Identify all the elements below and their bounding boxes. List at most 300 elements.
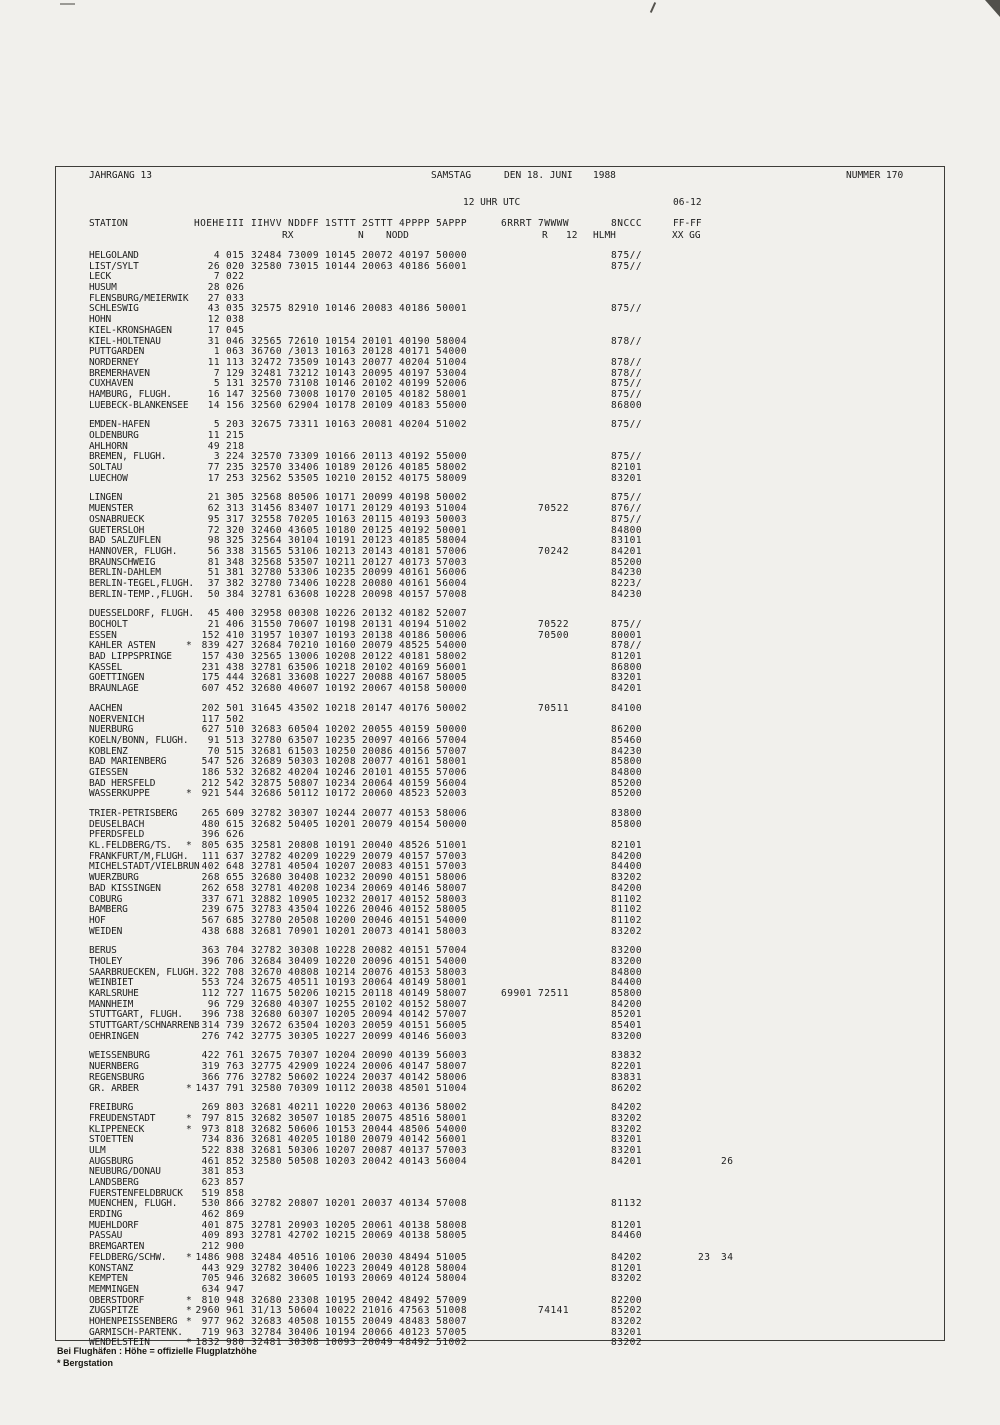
cell-iihvv: 32580 [251, 260, 283, 272]
cell-r6 [501, 536, 538, 547]
cell-w7 [538, 1199, 575, 1210]
cell-name: CUXHAVEN [89, 378, 134, 390]
cell-star [186, 315, 194, 326]
cell-gg [721, 390, 943, 401]
cell-hoehe: 202 [201, 702, 220, 714]
cell-n8: 84400 [611, 977, 643, 989]
cell-a5: 50006 [436, 629, 468, 641]
cell-gg [721, 736, 943, 747]
cell-xx [698, 369, 721, 380]
cell-r6 [501, 652, 538, 663]
cell-n8: 81201 [611, 651, 643, 663]
cell-nddff: 50405 [288, 818, 320, 830]
cell-w7 [538, 1253, 575, 1264]
cell-n8 [611, 1167, 648, 1178]
cell-a5: 58004 [436, 1262, 468, 1274]
cell-nddff: 30104 [288, 535, 320, 547]
cell-w7 [538, 1146, 575, 1157]
cell-nddff: 40516 [288, 1251, 320, 1263]
cell-iihvv: 32781 [251, 861, 283, 873]
cell-p4: 40151 [399, 914, 431, 926]
cell-name: HOHENPEISSENBERG [89, 1315, 178, 1327]
cell-r6 [501, 1032, 538, 1043]
cell-hoehe: 462 [201, 1209, 220, 1221]
cell-name: KOBLENZ [89, 745, 128, 757]
cell-name: LUEBECK-BLANKENSEE [89, 399, 189, 411]
year-label: 1988 [593, 170, 616, 181]
cell-p4: 40176 [399, 702, 431, 714]
cell-n8: 81102 [611, 914, 643, 926]
cell-iihvv: 32781 [251, 1230, 283, 1242]
cell-star [186, 736, 194, 747]
cell-nddff: 63608 [288, 588, 320, 600]
utc-time-label: 12 UHR UTC [463, 197, 521, 208]
cell-xx [698, 452, 721, 463]
cell-iii: 815 [226, 1112, 245, 1124]
cell-n8: 83202 [611, 1112, 643, 1124]
cell-r6 [501, 1125, 538, 1136]
cell-star [186, 873, 194, 884]
cell-iii: 224 [226, 451, 245, 463]
cell-name: FREUDENSTADT [89, 1112, 156, 1124]
cell-p4: 40153 [399, 966, 431, 978]
cell-t1: 10093 [325, 1337, 357, 1349]
cell-t1: 10194 [325, 1326, 357, 1338]
cell-nddff: 70607 [288, 619, 320, 630]
cell-iihvv: 31957 [251, 629, 283, 641]
cell-n8: 85800 [611, 988, 643, 999]
cell-t2: 20061 [362, 1219, 394, 1231]
cell-hoehe: 21 [207, 619, 220, 630]
cell-t2: 20063 [362, 260, 394, 272]
cell-star [186, 1221, 194, 1232]
cell-w7 [538, 294, 575, 305]
cell-t2: 20049 [362, 1262, 394, 1274]
cell-a5: 50000 [436, 250, 468, 261]
cell-xx [698, 652, 721, 663]
cell-star [186, 1146, 194, 1157]
cell-hoehe: 5 [213, 419, 220, 431]
cell-gg [721, 1125, 943, 1136]
cell-gg [721, 968, 943, 979]
cell-iihvv: 32689 [251, 756, 283, 768]
cell-r6 [501, 873, 538, 884]
cell-hoehe: 262 [201, 882, 220, 894]
cell-name: REGENSBURG [89, 1071, 145, 1083]
cell-star: * [186, 1123, 192, 1135]
cell-iihvv: 32683 [251, 724, 283, 736]
cell-t2: 20099 [362, 567, 394, 579]
station-group [89, 704, 943, 800]
cell-nddff: 70307 [288, 1050, 320, 1062]
cell-iihvv: 32775 [251, 1061, 283, 1073]
cell-w7 [538, 1338, 575, 1349]
cell-t1: 10204 [325, 1050, 357, 1062]
cell-name: KEMPTEN [89, 1273, 128, 1285]
col-1sttt: 1STTT [325, 218, 357, 229]
cell-iii: 510 [226, 724, 245, 736]
cell-xx [698, 916, 721, 927]
cell-t1: 10189 [325, 462, 357, 474]
cell-iihvv [251, 326, 288, 337]
cell-iii: 853 [226, 1166, 245, 1178]
cell-iihvv: 32681 [251, 672, 283, 684]
cell-nddff: 73509 [288, 356, 320, 368]
cell-name: AUGSBURG [89, 1155, 134, 1167]
cell-star: * [186, 788, 192, 800]
cell-nddff: 30605 [288, 1273, 320, 1285]
cell-w7 [538, 927, 575, 938]
cell-hoehe: 480 [201, 818, 220, 830]
cell-gg [721, 1051, 943, 1062]
cell-r6 [501, 304, 538, 315]
cell-iii: 671 [226, 893, 245, 905]
cell-n8 [611, 283, 648, 294]
cell-name: NUERBURG [89, 724, 134, 736]
cell-t2: 20081 [362, 419, 394, 431]
cell-w7 [538, 1032, 575, 1043]
cell-p4: 40153 [399, 808, 431, 819]
cell-gg [721, 609, 943, 620]
cell-t2: 20055 [362, 724, 394, 736]
cell-a5: 55000 [436, 451, 468, 463]
cell-iihvv [251, 1167, 288, 1178]
cell-iii: 045 [226, 324, 245, 336]
cell-iihvv: 32684 [251, 640, 283, 652]
cell-xx [698, 946, 721, 957]
cell-hoehe: 438 [201, 925, 220, 937]
cell-iihvv: 32681 [251, 925, 283, 937]
station-row [89, 1073, 943, 1084]
cell-r6 [501, 442, 538, 453]
station-row [89, 401, 943, 412]
footer-note-bergstation: * Bergstation [57, 1357, 114, 1368]
cell-gg [721, 620, 943, 631]
cell-p4: 40161 [399, 567, 431, 579]
cell-hoehe: 98 [207, 535, 220, 547]
cell-p4: 40137 [399, 1144, 431, 1156]
cell-star [186, 1073, 194, 1084]
cell-t1: 10220 [325, 1102, 357, 1114]
cell-star [186, 747, 194, 758]
cell-t1: 10220 [325, 955, 357, 967]
cell-r6 [501, 1021, 538, 1032]
cell-gg [721, 809, 943, 820]
cell-iii: 803 [226, 1102, 245, 1114]
cell-iihvv: 32682 [251, 1123, 283, 1135]
cell-t2: 20128 [362, 346, 394, 358]
cell-hoehe: 530 [201, 1198, 220, 1210]
cell-r6 [501, 1178, 538, 1189]
cell-w7: 70500 [538, 629, 570, 641]
cell-n8: 83201 [611, 1144, 643, 1156]
cell-n8 [611, 1178, 648, 1189]
cell-hoehe: 607 [201, 683, 220, 695]
cell-iihvv: 32782 [251, 808, 283, 819]
cell-iii: 658 [226, 882, 245, 894]
cell-p4 [399, 272, 436, 283]
cell-hoehe: 276 [201, 1030, 220, 1042]
cell-n8: 83202 [611, 1123, 643, 1135]
cell-xx [698, 1010, 721, 1021]
cell-hoehe: 396 [201, 829, 220, 841]
cell-xx [698, 304, 721, 315]
cell-n8 [611, 315, 648, 326]
cell-name: MANNHEIM [89, 998, 134, 1010]
cell-hoehe: 409 [201, 1230, 220, 1242]
cell-name: BERLIN-DAHLEM [89, 567, 161, 579]
cell-hoehe: 839 [201, 640, 220, 652]
cell-p4 [399, 283, 436, 294]
cell-r6 [501, 1189, 538, 1200]
cell-p4: 40197 [399, 367, 431, 379]
cell-t2: 20077 [362, 756, 394, 768]
cell-xx [698, 294, 721, 305]
cell-a5: 51008 [436, 1305, 468, 1317]
cell-t1 [325, 315, 362, 326]
cell-gg [721, 895, 943, 906]
cell-t2: 20115 [362, 513, 394, 525]
cell-t2: 20102 [362, 998, 394, 1010]
cell-xx [698, 579, 721, 590]
cell-t1: 10210 [325, 472, 357, 484]
cell-star [186, 684, 194, 695]
cell-hoehe: 337 [201, 893, 220, 905]
cell-p4: 40149 [399, 977, 431, 989]
cell-r6 [501, 1285, 538, 1296]
cell-t2: 20063 [362, 1102, 394, 1114]
cell-iihvv: 31565 [251, 545, 283, 557]
cell-n8: 83831 [611, 1071, 643, 1083]
cell-t2: 20017 [362, 893, 394, 905]
cell-a5: 58002 [436, 462, 468, 474]
scan-artifact-dash [60, 3, 75, 5]
cell-a5: 56004 [436, 777, 468, 789]
cell-iihvv: 32568 [251, 556, 283, 568]
cell-xx [698, 895, 721, 906]
cell-a5: 57007 [436, 745, 468, 757]
cell-w7 [538, 474, 575, 485]
cell-t2: 20049 [362, 1315, 394, 1327]
cell-t1: 10185 [325, 1112, 357, 1124]
cell-w7: 70522 [538, 619, 570, 630]
cell-name: BERLIN-TEMP.,FLUGH. [89, 588, 194, 600]
station-row [89, 1114, 943, 1125]
cell-t2: 20138 [362, 629, 394, 641]
cell-gg [721, 927, 943, 938]
cell-xx [698, 1000, 721, 1011]
cell-xx [698, 526, 721, 537]
cell-iii: 381 [226, 567, 245, 579]
cell-t1: 10163 [325, 513, 357, 525]
cell-iihvv: 32680 [251, 1294, 283, 1306]
cell-star [186, 369, 194, 380]
cell-n8: 83201 [611, 672, 643, 684]
cell-iii: 348 [226, 556, 245, 568]
cell-hoehe: 37 [207, 577, 220, 589]
cell-name: BERLIN-TEGEL,FLUGH. [89, 577, 194, 589]
cell-t2: 20079 [362, 640, 394, 652]
cell-iii: 502 [226, 713, 245, 725]
cell-r6 [501, 1210, 538, 1221]
cell-name: BREMERHAVEN [89, 367, 150, 379]
cell-hoehe: 1 [213, 346, 220, 358]
cell-hoehe: 117 [201, 713, 220, 725]
cell-t1: 10200 [325, 914, 357, 926]
cell-r6 [501, 1221, 538, 1232]
cell-xx [698, 515, 721, 526]
cell-iii: 444 [226, 672, 245, 684]
cell-name: WEINBIET [89, 977, 134, 989]
cell-w7: 70242 [538, 545, 570, 557]
cell-gg [721, 369, 943, 380]
cell-iii: 946 [226, 1273, 245, 1285]
cell-r6 [501, 1231, 538, 1242]
cell-r6 [501, 736, 538, 747]
cell-w7 [538, 1264, 575, 1275]
cell-t2: 20125 [362, 524, 394, 536]
cell-n8: 83832 [611, 1050, 643, 1062]
cell-iihvv: 32684 [251, 955, 283, 967]
cell-gg [721, 1242, 943, 1253]
cell-name: STOETTEN [89, 1134, 134, 1146]
cell-t2: 20090 [362, 872, 394, 884]
cell-star [186, 1231, 194, 1242]
cell-w7 [538, 820, 575, 831]
cell-p4: 40155 [399, 766, 431, 778]
cell-iihvv: 32780 [251, 577, 283, 589]
cell-name: BAD HERSFELD [89, 777, 156, 789]
cell-gg [721, 1073, 943, 1084]
cell-r6 [501, 463, 538, 474]
cell-name: LUECHOW [89, 472, 128, 484]
cell-t2: 20102 [362, 378, 394, 390]
cell-name: BERUS [89, 945, 117, 957]
cell-r6 [501, 390, 538, 401]
date-label: DEN 18. JUNI [504, 170, 573, 181]
cell-nddff: 73311 [288, 419, 320, 431]
subcol-xxgg: XX GG [672, 230, 701, 241]
cell-gg [721, 1317, 943, 1328]
cell-iii: 513 [226, 734, 245, 746]
cell-star [186, 547, 194, 558]
cell-nddff: 30305 [288, 1030, 320, 1042]
cell-iihvv: 32481 [251, 1337, 283, 1349]
col-4pppp: 4PPPP [399, 218, 431, 229]
cell-t1: 10193 [325, 977, 357, 989]
cell-star: * [186, 1251, 192, 1263]
cell-star [186, 304, 194, 315]
cell-xx [698, 779, 721, 790]
cell-p4: 40149 [399, 988, 431, 999]
cell-p4: 48523 [399, 788, 431, 800]
col-6rrrt: 6RRRT [501, 218, 533, 229]
cell-nddff: 60504 [288, 724, 320, 736]
cell-star [186, 515, 194, 526]
cell-gg [721, 1032, 943, 1043]
cell-t1: 10205 [325, 1219, 357, 1231]
cell-a5: 56003 [436, 1030, 468, 1042]
cell-name: FLENSBURG/MEIERWIK [89, 292, 189, 304]
cell-xx [698, 568, 721, 579]
cell-star [186, 326, 194, 337]
cell-name: WEISSENBURG [89, 1050, 150, 1062]
cell-xx [698, 326, 721, 337]
cell-t2 [362, 283, 399, 294]
cell-gg [721, 862, 943, 873]
cell-p4: 40139 [399, 1050, 431, 1062]
cell-n8: 84200 [611, 998, 643, 1010]
cell-gg [721, 1084, 943, 1095]
cell-star [186, 895, 194, 906]
footer-note-airports: Bei Flughäfen : Höhe = offizielle Flugplatzhöhe [57, 1346, 257, 1356]
cell-xx [698, 884, 721, 895]
cell-star [186, 916, 194, 927]
cell-xx [698, 420, 721, 431]
cell-hoehe: 27 [207, 292, 220, 304]
cell-name: HAMBURG, FLUGH. [89, 388, 172, 400]
cell-p4: 40123 [399, 1326, 431, 1338]
cell-r6 [501, 1000, 538, 1011]
cell-t1: 10201 [325, 818, 357, 830]
cell-w7 [538, 515, 575, 526]
subcol-r: R [542, 230, 548, 241]
cell-name: KAHLER ASTEN [89, 640, 156, 652]
cell-nddff [288, 326, 325, 337]
cell-iihvv: 32784 [251, 1326, 283, 1338]
cell-nddff: 40208 [288, 882, 320, 894]
scan-artifact-slash [650, 2, 656, 13]
cell-n8: 875// [611, 492, 643, 504]
cell-a5: 58002 [436, 1102, 468, 1114]
cell-gg [721, 1199, 943, 1210]
cell-iii: 962 [226, 1315, 245, 1327]
cell-iihvv: 32562 [251, 472, 283, 484]
cell-r6 [501, 504, 538, 515]
cell-name: BAD SALZUFLEN [89, 535, 161, 547]
cell-xx [698, 968, 721, 979]
cell-hoehe: 12 [207, 314, 220, 326]
cell-r6 [501, 852, 538, 863]
cell-iii: 635 [226, 840, 245, 852]
cell-t2: 20059 [362, 1020, 394, 1032]
cell-t1: 10213 [325, 545, 357, 557]
cell-w7 [538, 779, 575, 790]
cell-t2: 20066 [362, 1326, 394, 1338]
cell-star [186, 715, 194, 726]
cell-xx [698, 1032, 721, 1043]
cell-r6 [501, 474, 538, 485]
cell-t1: 10244 [325, 808, 357, 819]
cell-nddff: 83407 [288, 503, 320, 515]
cell-t1: 10232 [325, 893, 357, 905]
cell-hoehe: 96 [207, 998, 220, 1010]
cell-r6 [501, 725, 538, 736]
cell-xx [698, 1135, 721, 1146]
cell-a5: 58002 [436, 651, 468, 663]
cell-p4: 40186 [399, 260, 431, 272]
cell-iii: 320 [226, 524, 245, 536]
cell-t1: 10255 [325, 998, 357, 1010]
cell-gg [721, 715, 943, 726]
cell-hoehe: 973 [201, 1123, 220, 1135]
cell-t2: 20038 [362, 1082, 394, 1094]
cell-n8: 83800 [611, 808, 643, 819]
cell-t2: 20097 [362, 734, 394, 746]
cell-hoehe: 43 [207, 303, 220, 315]
cell-hoehe: 977 [201, 1315, 220, 1327]
cell-t1: 10208 [325, 651, 357, 663]
